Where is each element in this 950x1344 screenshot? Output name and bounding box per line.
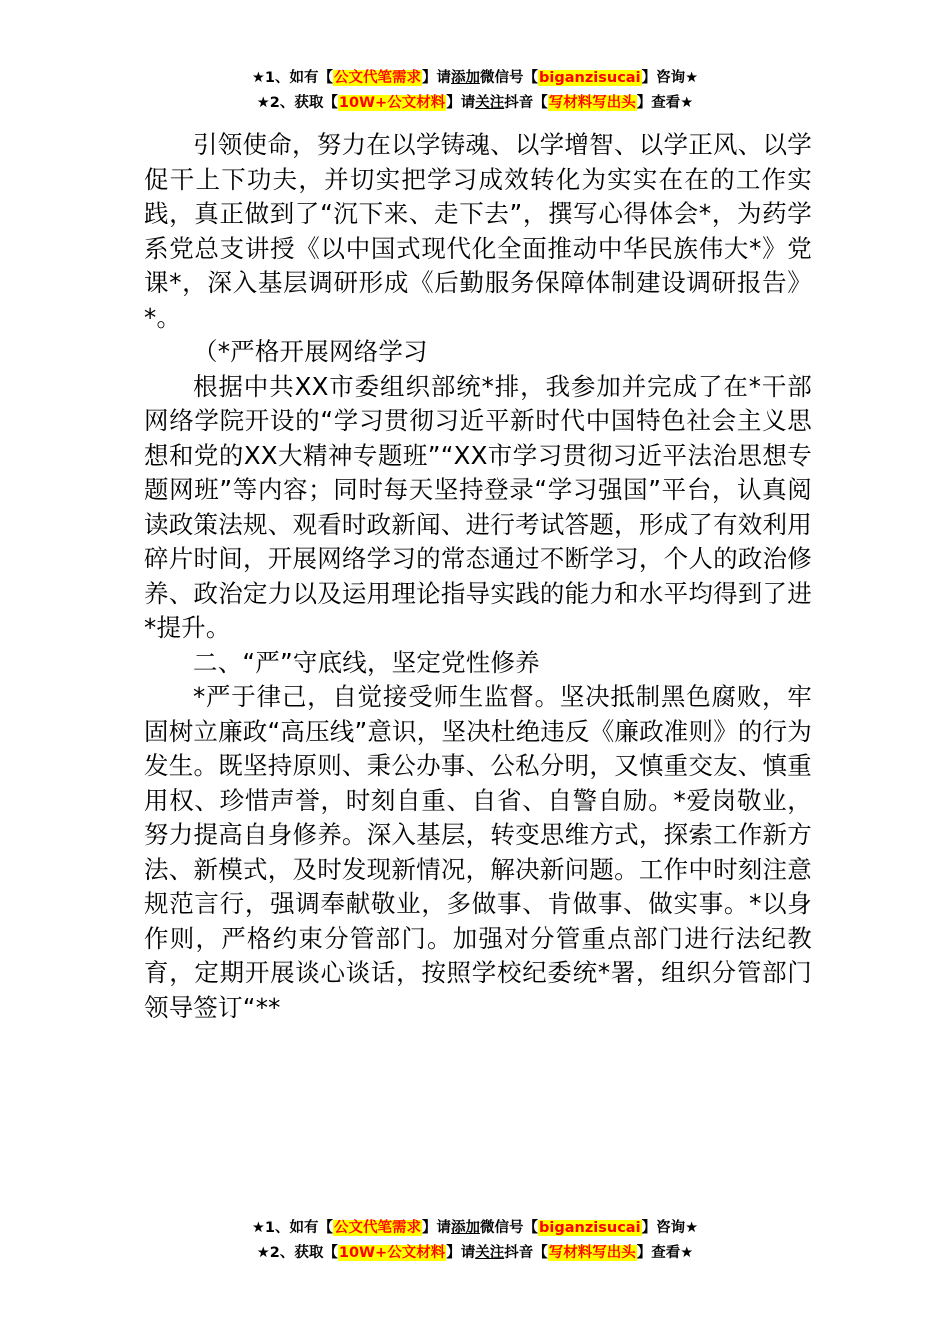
paragraph-3: *严于律己，自觉接受师生监督。坚决抵制黑色腐败，牢固树立廉政“高压线”意识，坚决杜绝违反《廉政准则》的行为发生。既坚持原则、秉公办事、公私分明，又慎重交友、慎重用权、珍惜声誉，时刻自重、自省、自警自励。*爱岗敬业，努力提高自身修养。深入基层，转变思维方式，探索工作新方法、新模式，及时发现新情况，解决新问题。工作中时刻注意规范言行，强调奉献敬业，多做事、肯做事、做实事。*以身作则，严格约束分管部门。加强对分管重点部门进行法纪教育，定期开展谈心谈话，按照学校纪委统*署，组织分管部门领导签订“**	[144, 682, 812, 1022]
banner-highlight: 公文代笔需求	[334, 70, 422, 86]
banner-text: 】查看★	[636, 95, 694, 111]
banner-highlight: 写材料写出头	[548, 95, 636, 111]
banner-text: 】请	[446, 95, 476, 111]
banner-text: 】请	[446, 1245, 476, 1261]
banner-highlight: biganzisucai	[539, 1220, 641, 1236]
banner-text: ★1、如有【	[251, 70, 334, 86]
section-subheading: （*严格开展网络学习	[193, 337, 428, 366]
banner-line-2	[0, 1241, 950, 1266]
banner-text: 】请	[422, 70, 452, 86]
header-banner	[0, 66, 950, 116]
banner-underline: 添加	[451, 70, 481, 86]
banner-text: 抖音【	[504, 1245, 548, 1261]
paragraph-1: 引领使命，努力在以学铸魂、以学增智、以学正风、以学促干上下功夫，并切实把学习成效转化为实实在在的工作实践，真正做到了“沉下来、走下去”，撰写心得体会*，为药学系党总支讲授《以中国式现代化全面推动中华民族伟大*》党课*，深入基层调研形成《后勤服务保障体制建设调研报告》*。	[144, 130, 812, 332]
banner-highlight: 写材料写出头	[548, 1245, 636, 1261]
banner-text: ★1、如有【	[251, 1220, 334, 1236]
banner-text: 微信号【	[480, 1220, 539, 1236]
banner-underline: 关注	[475, 95, 505, 111]
banner-text: 】咨询★	[641, 1220, 699, 1236]
banner-line-1	[0, 1216, 950, 1241]
banner-text: 抖音【	[504, 95, 548, 111]
banner-text: 】查看★	[636, 1245, 694, 1261]
banner-line-1	[0, 66, 950, 91]
banner-text: 】请	[422, 1220, 452, 1236]
banner-text: 】咨询★	[641, 70, 699, 86]
banner-highlight: biganzisucai	[539, 70, 641, 86]
banner-text: ★2、获取【	[256, 95, 338, 111]
banner-text: 微信号【	[480, 70, 539, 86]
banner-underline: 关注	[475, 1245, 505, 1261]
banner-highlight: 公文代笔需求	[334, 1220, 422, 1236]
banner-highlight: 10W+公文材料	[338, 1245, 446, 1261]
document-body	[144, 128, 812, 1025]
footer-banner	[0, 1216, 950, 1266]
banner-highlight: 10W+公文材料	[338, 95, 446, 111]
banner-line-2	[0, 91, 950, 116]
section-heading: 二、“严”守底线，坚定党性修养	[193, 647, 540, 677]
banner-text: ★2、获取【	[256, 1245, 338, 1261]
banner-underline: 添加	[451, 1220, 481, 1236]
paragraph-2: 根据中共XX市委组织部统*排，我参加并完成了在*干部网络学院开设的“学习贯彻习近平新时代中国特色社会主义思想和党的XX大精神专题班”“XX市学习贯彻习近平法治思想专题网班”等内容；同时每天坚持登录“学习强国”平台，认真阅读政策法规、观看时政新闻、进行考试答题，形成了有效利用碎片时间，开展网络学习的常态通过不断学习，个人的政治修养、政治定力以及运用理论指导实践的能力和水平均得到了进*提升。	[144, 371, 812, 642]
